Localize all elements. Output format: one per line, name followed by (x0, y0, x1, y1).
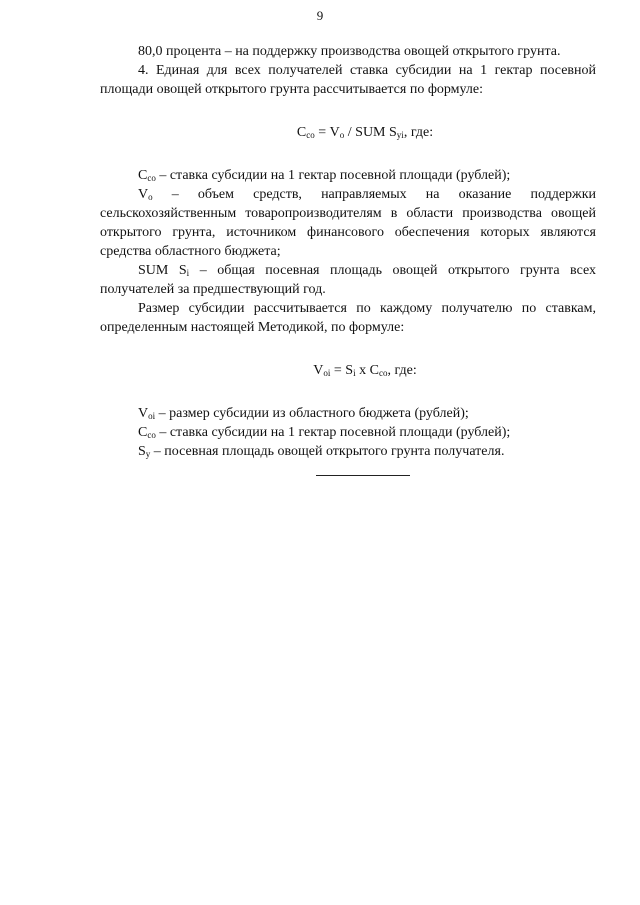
definition-total-area-subscript: i (186, 268, 190, 278)
definition-subsidy-size (100, 404, 596, 423)
formula-size-s-subscript: i (353, 368, 356, 378)
definition-rate-symbol: C (138, 168, 148, 183)
definition-volume (100, 185, 596, 261)
definition-rate-text: – ставка субсидии на 1 гектар посевной площади (рублей); (155, 168, 511, 183)
paragraph-vegetables-share: 80,0 процента – на поддержку производства овощей открытого грунта. (138, 44, 561, 59)
formula-rate-s-subscript: yi (396, 130, 404, 140)
definition-volume-text: – объем средств, направляемых на оказание поддержки сельскохозяйственным товаропроизводителям в области производства овощей открытого грунта, источником финансового обеспечения которых являются средства областного бюджета; (100, 187, 596, 259)
definition-rate-repeat-text: – ставка субсидии на 1 гектар посевной площади (рублей); (155, 425, 511, 440)
definition-subsidy-size-symbol: V (138, 406, 149, 421)
definition-total-area-symbol: SUM S (138, 263, 187, 278)
formula-rate-equals: = V (314, 125, 340, 140)
formula-size-equals: = S (330, 363, 354, 378)
definition-subsidy-size-text: – размер субсидии из областного бюджета (рублей); (155, 406, 469, 421)
formula-rate-tail: , где: (403, 125, 434, 140)
page-number: 9 (316, 8, 324, 23)
formula-rate-subscript: со (306, 130, 315, 140)
paragraph-size-formula-intro: Размер субсидии рассчитывается по каждому получателю по ставкам, определенным настоящей Методикой, по формуле: (100, 301, 596, 335)
definition-rate-subscript: со (147, 173, 156, 183)
paragraph-rate-formula-intro: 4. Единая для всех получателей ставка субсидии на 1 гектар посевной площади овощей открытого грунта рассчитывается по формуле: (100, 63, 596, 97)
definition-volume-symbol: V (138, 187, 149, 202)
formula-rate (100, 123, 596, 142)
formula-size-subscript: oi (323, 368, 331, 378)
formula-rate-v-subscript: o (339, 130, 345, 140)
definition-recipient-area (100, 442, 596, 461)
formula-size-c-subscript: со (378, 368, 388, 378)
formula-size-symbol: V (313, 363, 324, 378)
document-body (100, 42, 596, 476)
formula-rate-symbol: C (296, 125, 307, 140)
definition-rate-repeat (100, 423, 596, 442)
formula-size-tail: , где: (387, 363, 417, 378)
end-divider (316, 475, 410, 476)
definition-rate-repeat-subscript: со (147, 430, 156, 440)
formula-size (100, 361, 596, 380)
definition-total-area (100, 261, 596, 299)
definition-rate-repeat-symbol: C (138, 425, 148, 440)
definition-subsidy-size-subscript: oi (148, 411, 156, 421)
definition-recipient-area-text: – посевная площадь овощей открытого грунта получателя. (150, 444, 505, 459)
definition-recipient-area-subscript: y (145, 449, 151, 459)
formula-size-multiplier: x C (355, 363, 379, 378)
definition-rate (100, 166, 596, 185)
formula-rate-divider: / SUM S (344, 125, 397, 140)
definition-volume-subscript: o (148, 192, 153, 202)
definition-total-area-text: – общая посевная площадь овощей открытого грунта всех получателей за предшествующий год. (100, 263, 596, 297)
definition-recipient-area-symbol: S (138, 444, 146, 459)
